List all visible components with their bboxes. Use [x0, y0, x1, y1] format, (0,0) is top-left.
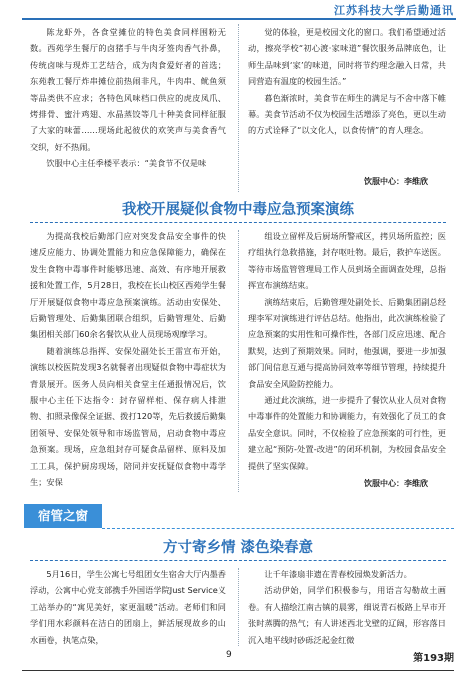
- article3-right-column: [248, 566, 446, 648]
- paragraph: 通过此次演练，进一步提升了餐饮从业人员对食物中毒事件的处置能力和协调能力，有效强化了员工的食品安全意识。同时，不仅检验了应急预案的可行性，更建立起“预防-处置-改进”的闭环机制，为校园食品安全提供了坚实保障。: [248, 395, 446, 471]
- paragraph: 觉的体验，更是校园文化的窗口。我们希望通过活动，擦亮学校“初心渡·家味道”餐饮服务品牌底色，让师生品味到‘家’的味道，同时将节约理念融入日常，共同营造有温度的校园生活。”: [248, 27, 446, 87]
- page-header: [0, 0, 476, 16]
- paragraph: 随着演练总指挥、安保处副处长王雷宣布开始，演练以校医院发现3名就餐者出现疑似食物中毒症状为背景展开。医务人员向相关食堂主任通报情况后，饮服中心主任下达指令：封存留样柜、保存病人排泄物、扣照录像保全证据、拨打120等，先后救援后勤集团领导、安保处领导和市场监管局，启动食物中毒应急预案。现场，应急组封存可疑食品留样、原料及加工工具，保护厨房现场，陪同并安抚疑似食物中毒学生；安保: [30, 345, 226, 488]
- column-divider: [238, 24, 239, 192]
- paragraph: 活动伊始，同学们积极参与，用语言勾勒故土画卷。有人描绘江南古镇的晨雾，细说青石板路上早市开张时蒸腾的热气；有人讲述西北戈壁的辽阔，形容落日沉入地平线时砂砾泛起金红微: [248, 585, 446, 645]
- section-label: 宿管之窗: [24, 504, 102, 528]
- article3-title: 方寸寄乡情 漆色染春意: [162, 540, 314, 556]
- article1-signature: 饮服中心：李维欣: [364, 177, 428, 186]
- title-underline: [30, 560, 446, 561]
- paragraph: 陈龙虾外，各食堂摊位的特色美食同样围粉无数。西苑学生餐厅的卤猪手与牛肉牙签肉香气扑鼻，传统卤味与现炸工艺结合，成为肉食爱好者的首选；东苑教工餐厅炸串摊位前热闹非凡，牛肉串、鱿鱼须等品类供不应求；各特色风味档口供应的虎皮凤爪、烤排骨、蜜汁鸡翅、水晶蒸饺等几十种美食同样征服了大家的味蕾……现场此起彼伏的欢笑声与美食香气交织，好不热闹。: [30, 27, 226, 152]
- paragraph: 5月16日，学生公寓七号组团女生宿舍大厅内墨香浮动，公寓中心党支部携手外国语学院Just Service义工站举办的“寓见美好，家更温暖”活动。老师们和同学们用水彩颜料在洁白的团扇上，鲜活展现故乡的山水画卷，执笔点染，: [30, 569, 226, 645]
- paragraph: 组设立留样及后厨场所警戒区，拷贝场所监控；医疗组执行急救措施，封存呕吐物。最后，救护车送医。等待市场监管管理局工作人员到场全面调查处理，总指挥宣布演练结束。: [248, 231, 446, 291]
- article2-title: 我校开展疑似食物中毒应急预案演练: [122, 202, 354, 218]
- journal-title: 江苏科技大学后勤通讯: [334, 4, 454, 17]
- footer-rule: [22, 670, 454, 671]
- paragraph: 饮服中心主任季楼平表示：“美食节不仅是味: [46, 158, 207, 169]
- paragraph: 让千年漆扇非遗在青春校园焕发新活力。: [264, 569, 412, 579]
- column-divider: [238, 230, 239, 492]
- article3-left-column: [30, 566, 226, 648]
- header-rule: [22, 18, 456, 20]
- paragraph: 暮色渐浓时，美食节在师生的满足与不舍中落下帷幕。美食节活动不仅为校园生活增添了亮色，更以生动的方式诠释了“以文化人，以食传情”的育人理念。: [248, 92, 446, 136]
- page-number: 9: [226, 650, 232, 660]
- paragraph: 为提高我校后勤部门应对突发食品安全事件的快速反应能力、协调处置能力和应急保障能力，确保在发生食物中毒事件时能够迅速、高效、有序地开展救援和处置工作，5月28日，我校在长山校区西苑学生餐厅开展疑似食物中毒应急预案演练。活动由安保处、后勤管理处、后勤集团联合组织，后勤管理处、后勤集团相关部门60余名餐饮从业人员现场观摩学习。: [30, 231, 226, 340]
- article2-left-column: [30, 228, 226, 491]
- column-divider: [238, 568, 239, 646]
- issue-number: 第193期: [413, 653, 454, 664]
- article1-left-column: [30, 24, 226, 172]
- article2-signature: 饮服中心：李维欣: [364, 479, 428, 488]
- title-underline: [30, 222, 446, 223]
- section-rule: [102, 528, 454, 529]
- article1-right-column: [248, 24, 446, 139]
- paragraph: 演练结束后，后勤管理处副处长、后勤集团副总经理李军对演练进行评估总结。他指出，此次演练检验了应急预案的实用性和可操作性，各部门反应迅速、配合默契，达到了预期效果。同时，他强调，要进一步加强部门间信息互通与提高协同效率等细节管理，持续提升食品安全风险防控能力。: [248, 296, 446, 389]
- article2-right-column: [248, 228, 446, 474]
